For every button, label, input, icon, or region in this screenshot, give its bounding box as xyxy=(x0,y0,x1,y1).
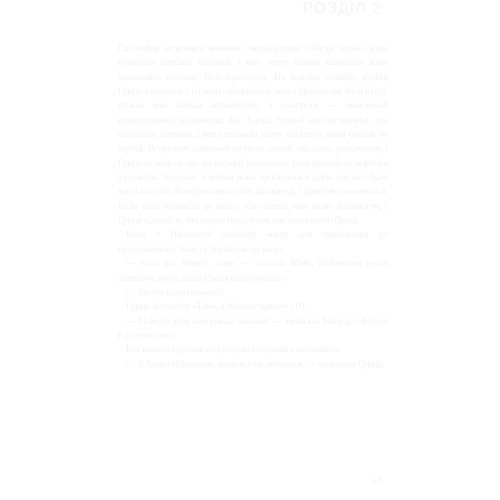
paragraph: — Рада вас бачити, пане, — сказала Мені, обійнявши свого давнього друга, поки Гриця спостерігала. xyxy=(118,259,388,284)
paragraph: Він кивнув і рушив до сусідньої вітрини з магазином. xyxy=(126,345,341,356)
paragraph: Світлофор засвітився зеленим і водій рушив з місця, щойно вони помітили перший магазин, і вже через кілька кварталів вони опинились поблизу Нью-Крос-роуд. На самому початку вулиці Гриця злякалась і на мить зупинилась перед Ніколасом. Біля входу стояло вже кілька автомобілів, а навпроти — невеликий паркувальний майданчик. На фасаді будівлі висіла вивіска, що світилася зеленим, і вона впізнала назву магазину, який бачила на картці. Всередині з'явилися силуети людей, які щось розглядали, і Гриця помітила, що на вітрині виставлені різнокольорові коробки та пакети. Зусилля, з якими вона пробиралася крізь натовп, були варті того, бо біля прилавка стояв продавець і привітно посміхався. Коли вона підійшла до нього, він спитав, чим може допомогти, і Гриця відповіла, що шукає подарунок для молодшого брата. xyxy=(118,44,388,227)
paragraph: — Можете дати нам кілька хвилин? — запитала Мені до офіцера й усміхнулась. xyxy=(118,316,388,341)
page-number: 13 xyxy=(370,475,382,486)
paragraph: Гриця відповіла «Так», а Ніколас кивнув «Ні». xyxy=(126,302,312,313)
paragraph: — Я була з Ніколасом, коли все це почалося, — пояснила Гриця. xyxy=(126,359,385,370)
paragraph: Вона з Ніколасом знайшли місце для паркування на протилежному боці та перейшли вулицю. xyxy=(118,230,388,255)
chapter-running-head: РОЗДІЛ 2 xyxy=(302,0,382,17)
paragraph: — Ви тут відпочиваєте? xyxy=(126,287,223,298)
body-text xyxy=(118,42,388,372)
